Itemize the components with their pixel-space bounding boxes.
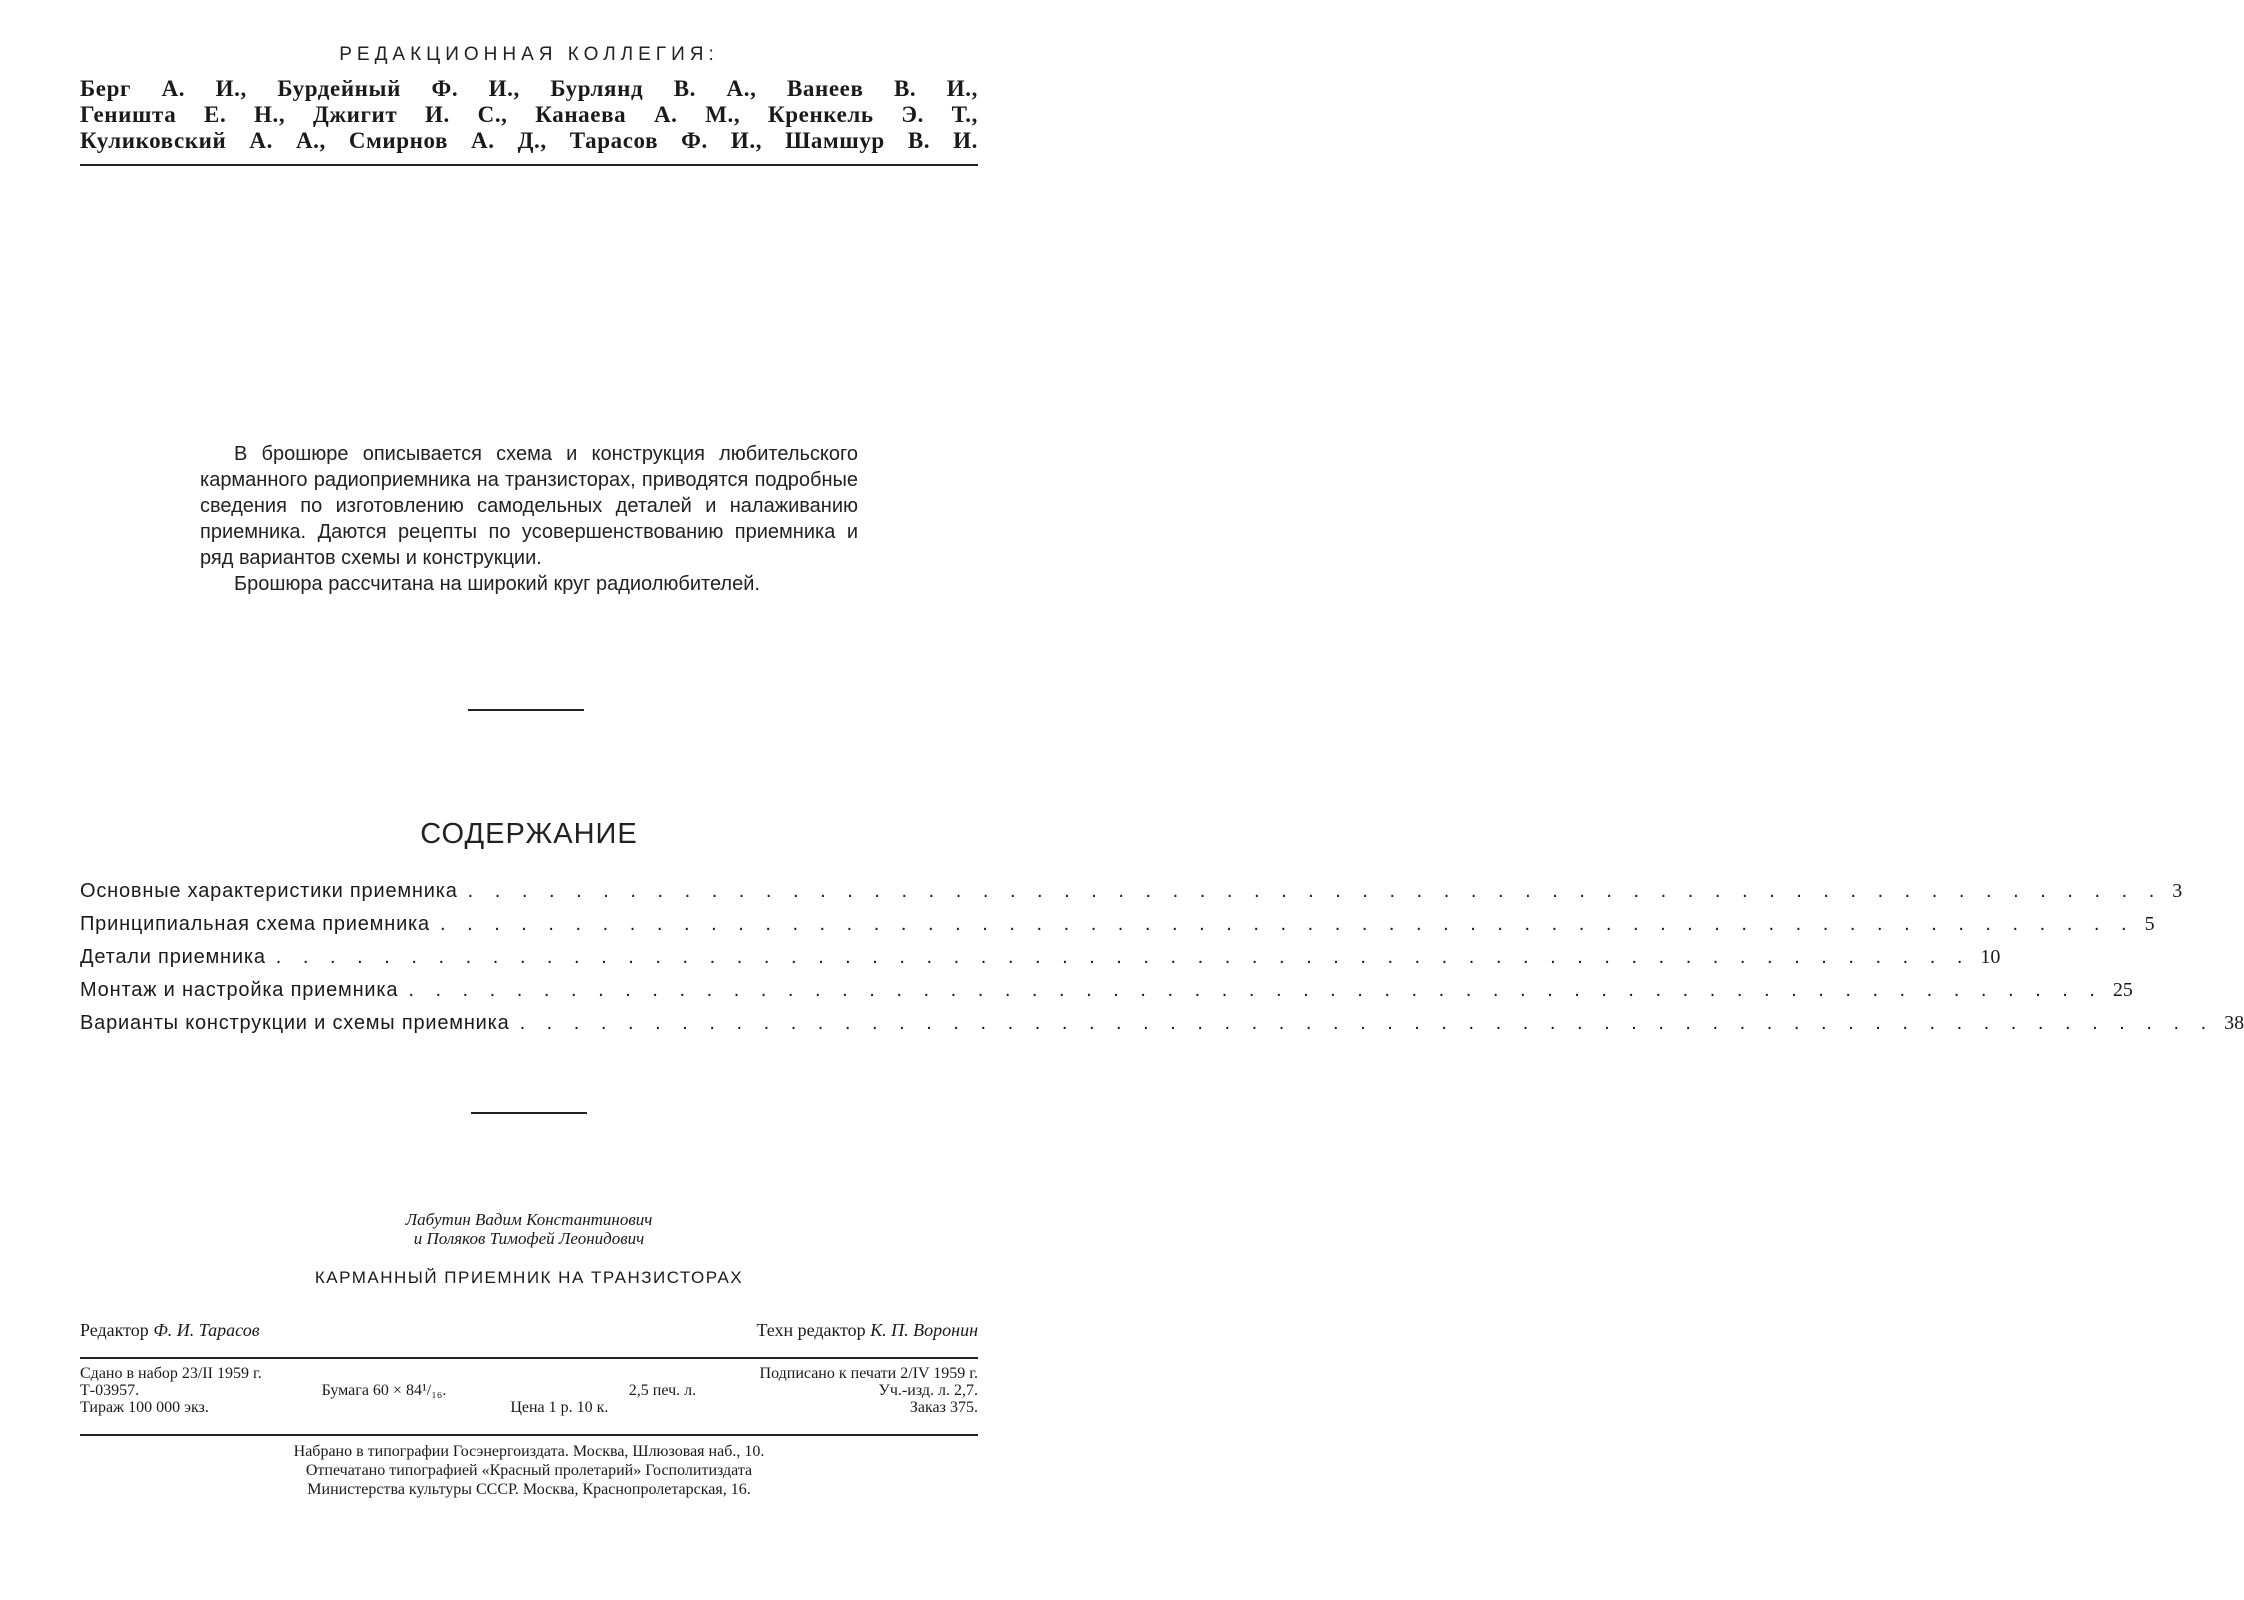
- toc-leader: . . . . . . . . . . . . . . . . . . . . . . . . . . . . . . . . . . . . . . . . . . . . . . . . . . . . . . . . . . . . . . .: [519, 1012, 2215, 1034]
- printer-line: Отпечатано типографией «Красный пролетарий» Госполитиздата: [305, 1462, 753, 1479]
- imprint-cell: Подписано к печати 2/IV 1959 г.: [759, 1365, 978, 1382]
- editor-name: Ф. И. Тарасов: [153, 1320, 260, 1340]
- divider: [80, 164, 978, 166]
- author-line: Лабутин Вадим Константинович: [405, 1210, 653, 1229]
- printer-line: Министерства культуры СССР. Москва, Краснопролетарская, 16.: [307, 1481, 751, 1498]
- imprint-cell: Т-03957.: [80, 1382, 140, 1399]
- imprint-cell: Сдано в набор 23/II 1959 г.: [80, 1365, 262, 1382]
- toc-entry-title: Монтаж и настройка приемника: [80, 979, 399, 1001]
- divider: [80, 1434, 978, 1436]
- toc-entry-title: Основные характеристики приемника: [80, 880, 458, 902]
- toc-entry-page: 25: [2112, 979, 2133, 1001]
- board-line: Берг А. И., Бурдейный Ф. И., Бурлянд В. А., Ванеев В. И.,: [80, 76, 978, 101]
- toc-entry[interactable]: [80, 1012, 2244, 1045]
- annotation-paragraph: В брошюре описывается схема и конструкция любительского карманного радиоприемника на транзисторах, приводятся подробные сведения по изготовлению самодельных деталей и налаживанию приемника. Даются рецепты по усовершенствованию приемника и ряд вариантов схемы и конструкции.: [200, 443, 858, 569]
- toc-leader: . . . . . . . . . . . . . . . . . . . . . . . . . . . . . . . . . . . . . . . . . . . . . . . . . . . . . . . . . . . . . . .: [439, 913, 2135, 935]
- toc-leader: . . . . . . . . . . . . . . . . . . . . . . . . . . . . . . . . . . . . . . . . . . . . . . . . . . . . . . . . . . . . . . .: [408, 979, 2103, 1001]
- editorial-board-heading: РЕДАКЦИОННАЯ КОЛЛЕГИЯ:: [339, 44, 719, 65]
- short-divider: [468, 709, 584, 711]
- annotation: [200, 441, 858, 597]
- imprint-row: [80, 1383, 978, 1400]
- editors: [80, 1320, 978, 1341]
- imprint-row: [80, 1400, 978, 1417]
- board-line: Куликовский А. А., Смирнов А. Д., Тарасов Ф. И., Шамшур В. И.: [80, 128, 978, 153]
- authors: [0, 1210, 1058, 1248]
- tech-editor: [756, 1320, 978, 1341]
- toc-entry[interactable]: [80, 979, 2133, 1012]
- toc-leader: . . . . . . . . . . . . . . . . . . . . . . . . . . . . . . . . . . . . . . . . . . . . . . . . . . . . . . . . . . . . . . .: [467, 880, 2163, 902]
- book-title: КАРМАННЫЙ ПРИЕМНИК НА ТРАНЗИСТОРАХ: [314, 1268, 744, 1287]
- editor-label: Редактор: [80, 1320, 149, 1340]
- toc-entry-title: Варианты конструкции и схемы приемника: [80, 1012, 510, 1034]
- toc-entry[interactable]: [80, 946, 2001, 979]
- tech-editor-label: Техн редактор: [756, 1320, 866, 1340]
- imprint: [80, 1366, 978, 1417]
- printer-line: Набрано в типографии Госэнергоиздата. Москва, Шлюзовая наб., 10.: [293, 1443, 765, 1460]
- tech-editor-name: К. П. Воронин: [870, 1320, 978, 1340]
- toc-entry-title: Принципиальная схема приемника: [80, 913, 430, 935]
- editor: [80, 1320, 260, 1341]
- imprint-row: [80, 1366, 978, 1383]
- printer-info: [0, 1442, 1058, 1499]
- author-line: и Поляков Тимофей Леонидович: [413, 1229, 645, 1248]
- imprint-cell: Бумага 60 × 84¹/₁₆.: [321, 1382, 447, 1399]
- toc-entry-page: 38: [2224, 1012, 2244, 1034]
- toc-entry-page: 5: [2144, 913, 2155, 935]
- toc-entry-page: 3: [2172, 880, 2183, 902]
- toc-entry[interactable]: [80, 913, 2155, 946]
- imprint-cell: Заказ 375.: [909, 1399, 978, 1416]
- annotation-paragraph: Брошюра рассчитана на широкий круг радиолюбителей.: [234, 573, 760, 595]
- imprint-cell: Тираж 100 000 экз.: [80, 1399, 209, 1416]
- toc-entry[interactable]: [80, 880, 2183, 913]
- imprint-cell: Цена 1 р. 10 к.: [510, 1399, 609, 1416]
- imprint-cell: 2,5 печ. л.: [628, 1382, 697, 1399]
- contents-title: СОДЕРЖАНИЕ: [420, 818, 638, 850]
- toc-entry-page: 10: [1980, 946, 2001, 968]
- imprint-cell: Уч.-изд. л. 2,7.: [878, 1382, 978, 1399]
- board-line: Геништа Е. Н., Джигит И. С., Канаева А. М., Кренкель Э. Т.,: [80, 102, 978, 127]
- editorial-board-members: [80, 76, 978, 154]
- toc-leader: . . . . . . . . . . . . . . . . . . . . . . . . . . . . . . . . . . . . . . . . . . . . . . . . . . . . . . . . . . . . . . .: [275, 946, 1971, 968]
- table-of-contents: [80, 880, 2244, 1045]
- toc-entry-title: Детали приемника: [80, 946, 266, 968]
- divider: [80, 1357, 978, 1359]
- short-divider: [471, 1112, 587, 1114]
